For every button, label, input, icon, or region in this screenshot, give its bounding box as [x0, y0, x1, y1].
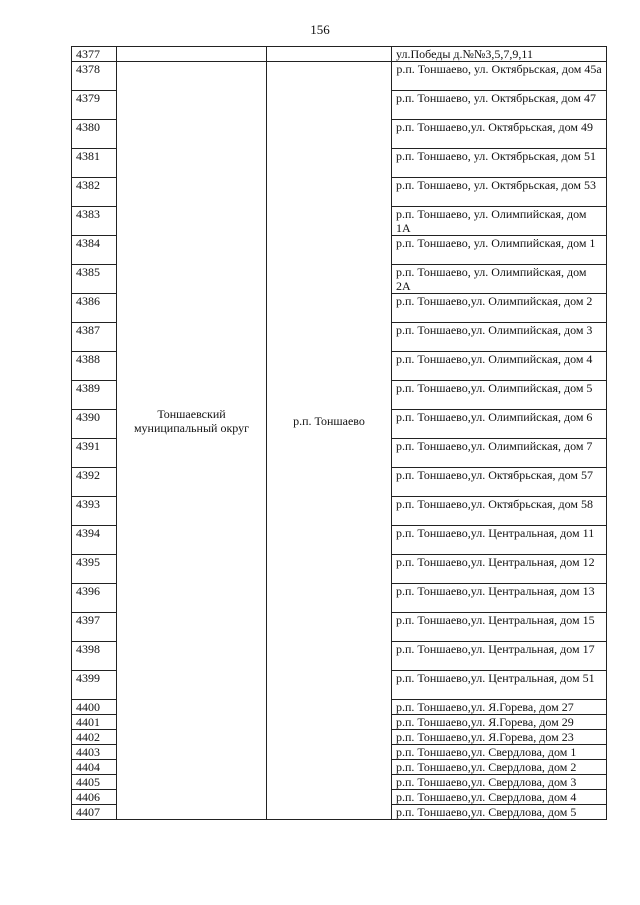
row-number: 4392 [72, 468, 117, 497]
row-number: 4398 [72, 642, 117, 671]
row-number: 4402 [72, 730, 117, 745]
table-row [72, 62, 607, 91]
row-number: 4391 [72, 439, 117, 468]
address-cell: р.п. Тоншаево, ул. Октябрьская, дом 45а [392, 62, 607, 91]
address-cell: р.п. Тоншаево,ул. Я.Горева, дом 23 [392, 730, 607, 745]
address-cell: р.п. Тоншаево,ул. Октябрьская, дом 57 [392, 468, 607, 497]
address-cell: р.п. Тоншаево,ул. Олимпийская, дом 6 [392, 410, 607, 439]
address-cell: р.п. Тоншаево,ул. Я.Горева, дом 27 [392, 700, 607, 715]
row-number: 4385 [72, 265, 117, 294]
address-cell: р.п. Тоншаево,ул. Свердлова, дом 5 [392, 805, 607, 820]
row-number: 4382 [72, 178, 117, 207]
row-number: 4378 [72, 62, 117, 91]
address-cell: р.п. Тоншаево, ул. Октябрьская, дом 47 [392, 91, 607, 120]
address-cell: ул.Победы д.№№3,5,7,9,11 [392, 47, 607, 62]
address-cell: р.п. Тоншаево,ул. Центральная, дом 15 [392, 613, 607, 642]
row-number: 4405 [72, 775, 117, 790]
address-cell: р.п. Тоншаево,ул. Олимпийская, дом 4 [392, 352, 607, 381]
address-cell: р.п. Тоншаево,ул. Свердлова, дом 4 [392, 790, 607, 805]
address-cell: р.п. Тоншаево,ул. Я.Горева, дом 29 [392, 715, 607, 730]
address-cell: р.п. Тоншаево, ул. Олимпийская, дом 2А [392, 265, 607, 294]
address-table [71, 46, 607, 820]
row-number: 4394 [72, 526, 117, 555]
page-number: 156 [310, 22, 330, 37]
row-number: 4399 [72, 671, 117, 700]
row-number: 4407 [72, 805, 117, 820]
row-number: 4406 [72, 790, 117, 805]
address-cell: р.п. Тоншаево,ул. Свердлова, дом 3 [392, 775, 607, 790]
address-cell: р.п. Тоншаево,ул. Олимпийская, дом 7 [392, 439, 607, 468]
row-number: 4387 [72, 323, 117, 352]
settlement-cell: р.п. Тоншаево [267, 62, 392, 820]
address-cell: р.п. Тоншаево,ул. Свердлова, дом 2 [392, 760, 607, 775]
row-number: 4396 [72, 584, 117, 613]
row-number: 4397 [72, 613, 117, 642]
address-cell: р.п. Тоншаево,ул. Октябрьская, дом 58 [392, 497, 607, 526]
address-cell: р.п. Тоншаево, ул. Октябрьская, дом 53 [392, 178, 607, 207]
address-cell: р.п. Тоншаево,ул. Центральная, дом 51 [392, 671, 607, 700]
address-cell: р.п. Тоншаево, ул. Олимпийская, дом 1 [392, 236, 607, 265]
row-number: 4404 [72, 760, 117, 775]
table-row [72, 47, 607, 62]
row-number: 4400 [72, 700, 117, 715]
row-number: 4379 [72, 91, 117, 120]
settlement-cell-empty [267, 47, 392, 62]
district-cell: Тоншаевский муниципальный округ [117, 62, 267, 820]
row-number: 4393 [72, 497, 117, 526]
district-cell-empty [117, 47, 267, 62]
row-number: 4384 [72, 236, 117, 265]
row-number: 4401 [72, 715, 117, 730]
address-cell: р.п. Тоншаево,ул. Центральная, дом 12 [392, 555, 607, 584]
row-number: 4403 [72, 745, 117, 760]
address-cell: р.п. Тоншаево,ул. Олимпийская, дом 2 [392, 294, 607, 323]
address-cell: р.п. Тоншаево, ул. Олимпийская, дом 1А [392, 207, 607, 236]
row-number: 4386 [72, 294, 117, 323]
row-number: 4381 [72, 149, 117, 178]
row-number: 4377 [72, 47, 117, 62]
address-cell: р.п. Тоншаево,ул. Октябрьская, дом 49 [392, 120, 607, 149]
row-number: 4390 [72, 410, 117, 439]
row-number: 4389 [72, 381, 117, 410]
row-number: 4380 [72, 120, 117, 149]
address-cell: р.п. Тоншаево,ул. Центральная, дом 13 [392, 584, 607, 613]
address-cell: р.п. Тоншаево, ул. Октябрьская, дом 51 [392, 149, 607, 178]
row-number: 4383 [72, 207, 117, 236]
row-number: 4395 [72, 555, 117, 584]
address-cell: р.п. Тоншаево,ул. Центральная, дом 17 [392, 642, 607, 671]
address-cell: р.п. Тоншаево,ул. Олимпийская, дом 5 [392, 381, 607, 410]
address-cell: р.п. Тоншаево,ул. Свердлова, дом 1 [392, 745, 607, 760]
address-table-body [72, 47, 607, 820]
address-cell: р.п. Тоншаево,ул. Центральная, дом 11 [392, 526, 607, 555]
address-cell: р.п. Тоншаево,ул. Олимпийская, дом 3 [392, 323, 607, 352]
row-number: 4388 [72, 352, 117, 381]
